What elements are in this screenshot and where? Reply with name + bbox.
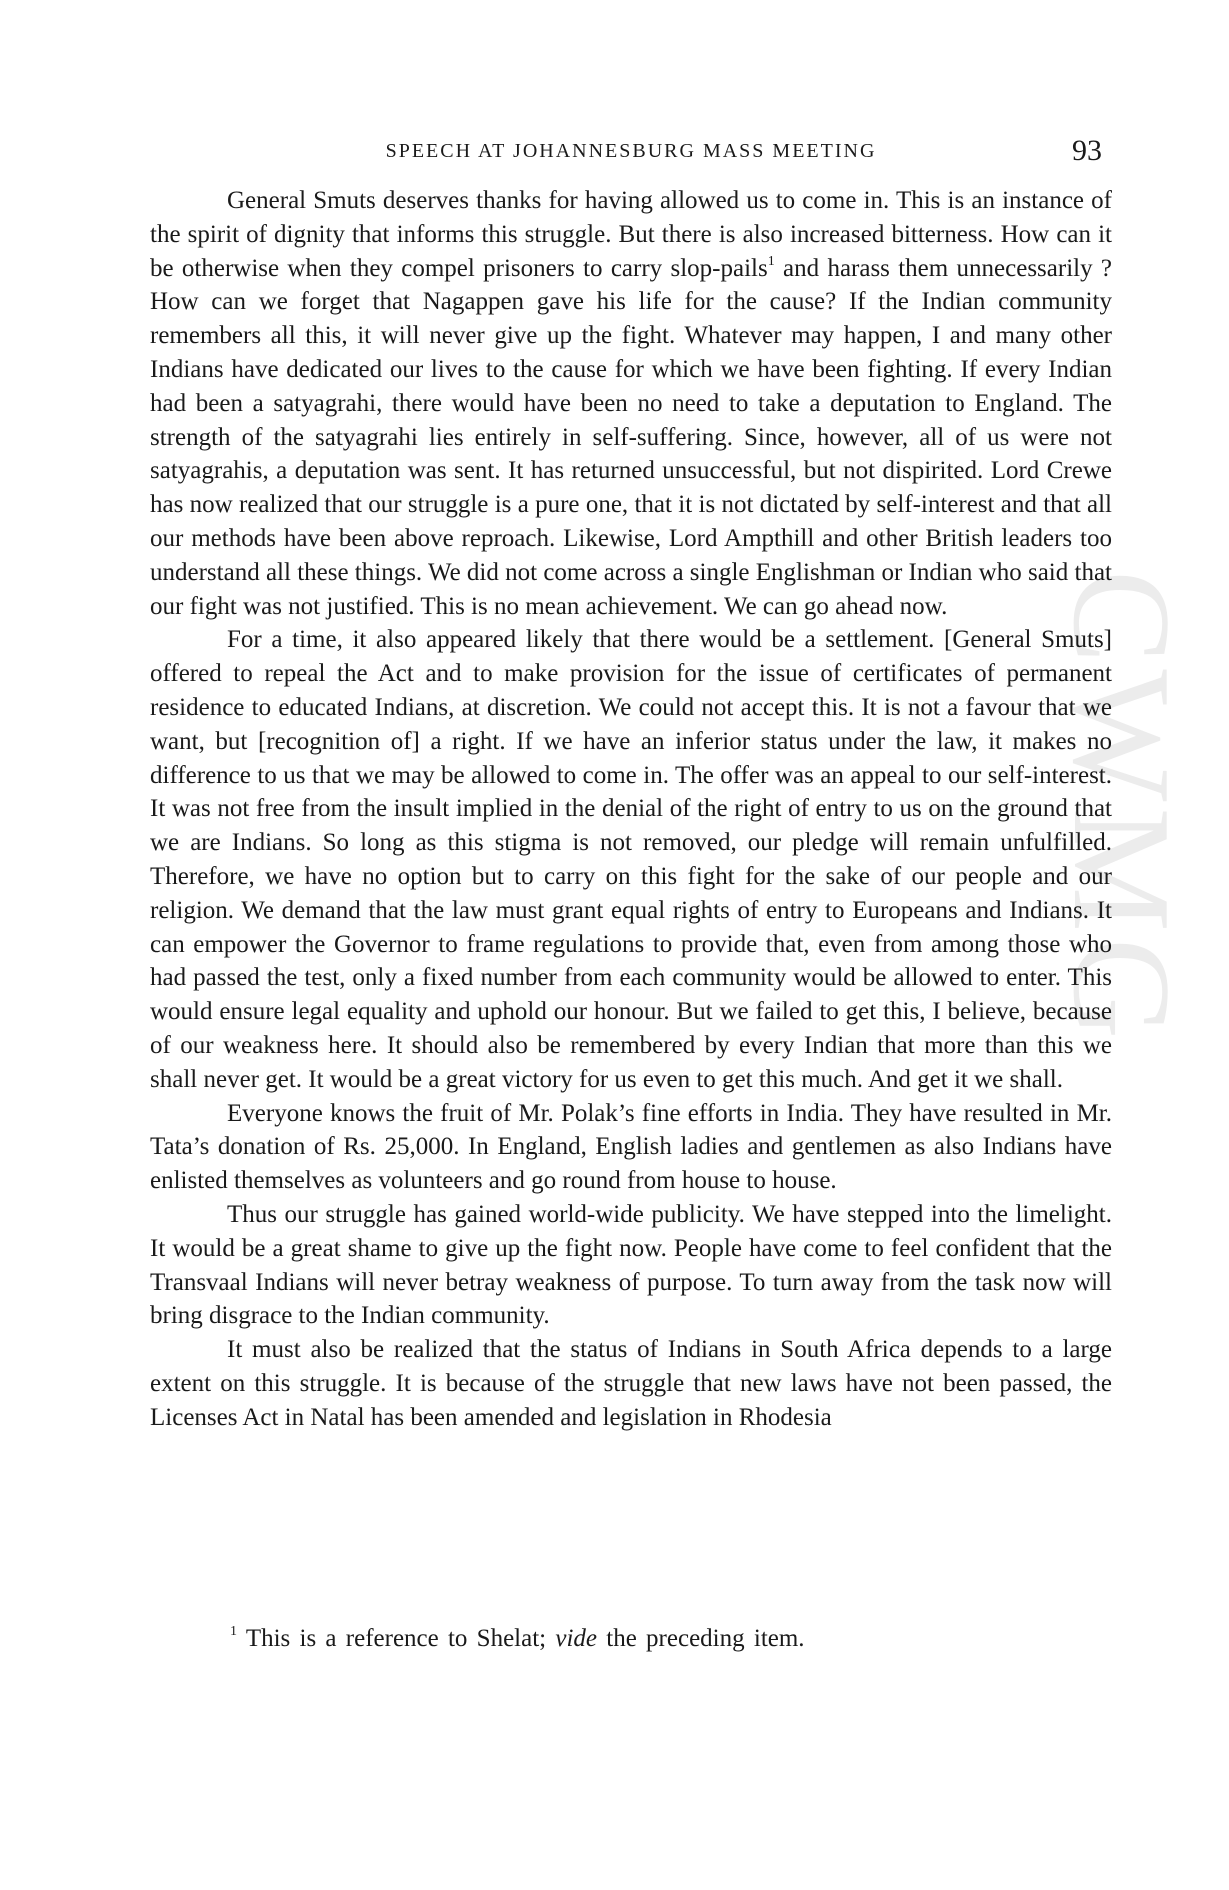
footnote-text-after: the preceding item.: [597, 1625, 805, 1652]
paragraph-3: Everyone knows the fruit of Mr. Polak’s fine efforts in India. They have resulted in Mr. Tata’s donation of Rs. 25,000. In England, English ladies and gentlemen as also Indians have enlisted themselves as volunteers and go round from house to house.: [150, 1099, 1112, 1195]
running-head: [150, 134, 1112, 174]
footnote-reference: 1: [767, 253, 775, 269]
watermark-text: CWMG: [1044, 570, 1199, 1046]
paragraph-1-part-2: and harass them unnecessarily ? How can we forget that Nagappen gave his life for the cause? If the Indian community remembers all this, it will never give up the fight. Whatever may happen, I and many other Indians have dedicated our lives to the cause for which we have been fighting. If every Indian had been a satyagrahi, there would have been no need to take a deputation to England. The strength of the satyagrahi lies entirely in self-suffering. Since, however, all of us were not satyagrahis, a deputation was sent. It has returned unsuccessful, but not dispirited. Lord Crewe has now realized that our struggle is a pure one, that it is not dictated by self-interest and that all our methods have been above reproach. Likewise, Lord Ampthill and other British leaders too understand all these things. We did not come across a single Englishman or Indian who said that our fight was not justified. This is no mean achievement. We can go ahead now.: [150, 254, 1112, 620]
paragraph-4: Thus our struggle has gained world-wide publicity. We have stepped into the limelight. It would be a great shame to give up the fight now. People have come to feel confident that the Transvaal Indians will never betray weakness of purpose. To turn away from the task now will bring disgrace to the Indian community.: [150, 1200, 1112, 1330]
footnote-text-before: This is a reference to Shelat;: [245, 1625, 556, 1652]
paragraph-1-part-1: General Smuts deserves thanks for having allowed us to come in. This is an instance of the spirit of dignity that informs this struggle. But there is also increased bitterness. How can it be otherwise when they compel prisoners to carry slop-pails: [150, 187, 1112, 282]
footnote: [230, 1623, 1110, 1655]
paragraph-1: [150, 184, 1112, 623]
page-number: 93: [1072, 134, 1102, 167]
footnote-marker: 1: [230, 1624, 237, 1639]
running-title: SPEECH AT JOHANNESBURG MASS MEETING: [385, 140, 877, 162]
paragraph-2: For a time, it also appeared likely that there would be a settlement. [General Smuts] offered to repeal the Act and to make provision for the issue of certificates of permanent residence to educated Indians, at discretion. We could not accept this. It is not a favour that we want, but [recognition of] a right. If we have an inferior status under the law, it makes no difference to us that we may be allowed to come in. The offer was an appeal to our self-interest. It was not free from the insult implied in the denial of the right of entry to us on the ground that we are Indians. So long as this stigma is not removed, our pledge will remain unfulfilled. Therefore, we have no option but to carry on this fight for the sake of our people and our religion. We demand that the law must grant equal rights of entry to Europeans and Indians. It can empower the Governor to frame regulations to provide that, even from among those who had passed the test, only a fixed number from each community would be allowed to enter. This would ensure legal equality and uphold our honour. But we failed to get this, I believe, because of our weakness here. It should also be remembered by every Indian that more than this we shall never get. It would be a great victory for us even to get this much. And get it we shall.: [150, 626, 1112, 1093]
body-text: [150, 184, 1112, 1434]
footnote-text-italic: vide: [555, 1625, 598, 1652]
paragraph-5: It must also be realized that the status of Indians in South Africa depends to a large extent on this struggle. It is because of the struggle that new laws have not been passed, the Licenses Act in Natal has been amended and legislation in Rhodesia: [150, 1336, 1112, 1431]
